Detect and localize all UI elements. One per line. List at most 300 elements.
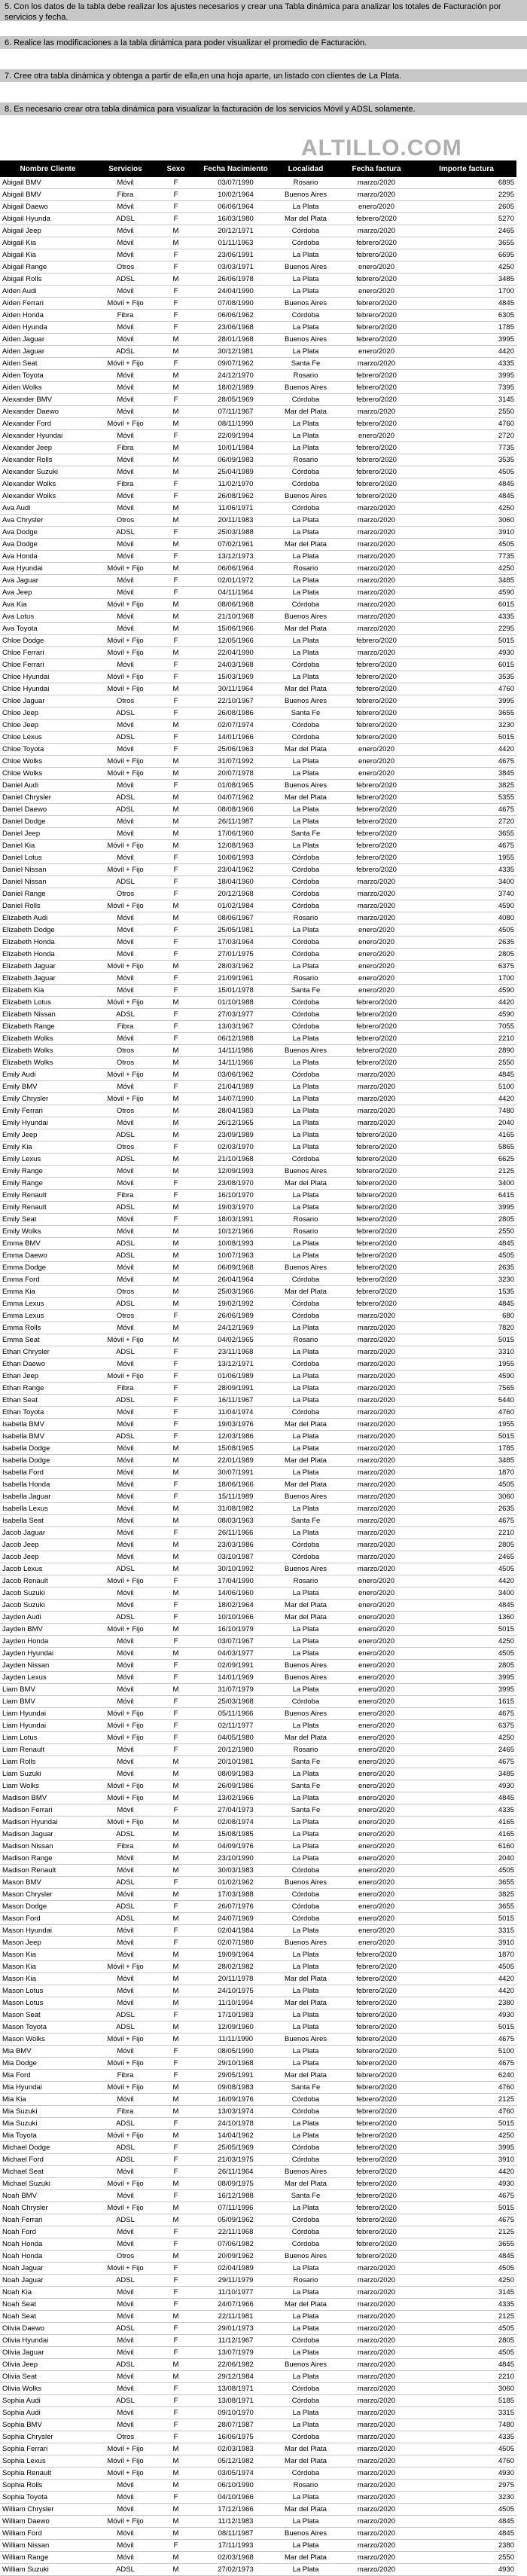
cell-nombre: Aiden Jaguar (0, 334, 96, 346)
cell-localidad: Santa Fe (275, 358, 337, 370)
cell-importe: 7735 (416, 442, 516, 454)
cell-nombre: Sophia Lexus (0, 2455, 96, 2468)
cell-importe: 2720 (416, 816, 516, 828)
cell-sexo: F (155, 1383, 196, 1395)
cell-localidad: La Plata (275, 635, 337, 647)
cell-localidad: La Plata (275, 322, 337, 334)
table-row (0, 1154, 516, 1166)
cell-fecha-nacimiento: 14/01/1969 (196, 1672, 275, 1684)
cell-nombre: Mia Suzuki (0, 2118, 96, 2130)
cell-fecha-factura: marzo/2020 (337, 2552, 416, 2564)
cell-servicio: Móvil (96, 1684, 155, 1696)
cell-localidad: La Plata (275, 2371, 337, 2383)
cell-fecha-factura: febrero/2020 (337, 382, 416, 394)
table-row (0, 551, 516, 563)
cell-servicio: Otros (96, 2431, 155, 2443)
cell-fecha-factura: febrero/2020 (337, 840, 416, 852)
cell-importe: 2975 (416, 2480, 516, 2492)
cell-servicio: ADSL (96, 1298, 155, 1310)
table-row (0, 1274, 516, 1286)
cell-servicio: Móvil (96, 201, 155, 213)
cell-importe: 4420 (416, 1575, 516, 1587)
cell-localidad: La Plata (275, 2046, 337, 2058)
header-sexo: Sexo (155, 160, 196, 177)
cell-localidad: Buenos Aires (275, 1563, 337, 1575)
cell-nombre: Ethan Jeep (0, 1371, 96, 1383)
table-row (0, 1841, 516, 1853)
table-row (0, 515, 516, 527)
cell-fecha-nacimiento: 02/03/1983 (196, 2443, 275, 2455)
cell-fecha-nacimiento: 16/09/1976 (196, 2094, 275, 2106)
cell-fecha-factura: febrero/2020 (337, 1949, 416, 1961)
cell-fecha-factura: febrero/2020 (337, 334, 416, 346)
cell-nombre: Daniel Audi (0, 780, 96, 792)
cell-sexo: F (155, 1708, 196, 1720)
cell-fecha-factura: febrero/2020 (337, 864, 416, 876)
cell-fecha-nacimiento: 28/04/1983 (196, 1105, 275, 1117)
table-row (0, 539, 516, 551)
cell-fecha-nacimiento: 26/09/1986 (196, 1780, 275, 1792)
cell-importe: 4505 (416, 539, 516, 551)
cell-nombre: Sophia Renault (0, 2468, 96, 2480)
cell-importe: 4760 (416, 2455, 516, 2468)
cell-sexo: M (155, 1286, 196, 1298)
cell-fecha-nacimiento: 11/06/1971 (196, 503, 275, 515)
cell-fecha-factura: febrero/2020 (337, 816, 416, 828)
cell-nombre: Isabella Jaguar (0, 1491, 96, 1503)
cell-importe: 2805 (416, 1214, 516, 1226)
table-row (0, 2263, 516, 2275)
cell-fecha-nacimiento: 08/11/1990 (196, 418, 275, 430)
cell-importe: 3740 (416, 888, 516, 900)
cell-localidad: Santa Fe (275, 707, 337, 720)
table-row (0, 1202, 516, 1214)
cell-sexo: M (155, 840, 196, 852)
cell-fecha-nacimiento: 01/11/1963 (196, 237, 275, 249)
cell-sexo: M (155, 2564, 196, 2576)
cell-servicio: Móvil + Fijo (96, 997, 155, 1009)
cell-importe: 6305 (416, 310, 516, 322)
table-row (0, 1443, 516, 1455)
cell-nombre: Daniel Chrysler (0, 792, 96, 804)
cell-fecha-factura: febrero/2020 (337, 1190, 416, 1202)
cell-localidad: Santa Fe (275, 1804, 337, 1817)
table-row (0, 1479, 516, 1491)
table-row (0, 2516, 516, 2528)
cell-localidad: La Plata (275, 961, 337, 973)
cell-fecha-factura: enero/2020 (337, 924, 416, 937)
cell-nombre: Mia Ford (0, 2070, 96, 2082)
cell-importe: 2805 (416, 949, 516, 961)
instruction-8: 8. Es necesario crear otra tabla dinámica para visualizar la facturación de los servicios Móvil y ADSL solamente. (0, 102, 527, 115)
cell-localidad: La Plata (275, 442, 337, 454)
cell-fecha-nacimiento: 01/10/1988 (196, 997, 275, 1009)
cell-nombre: Noah Ford (0, 2226, 96, 2238)
cell-sexo: F (155, 1033, 196, 1045)
cell-fecha-nacimiento: 14/11/1986 (196, 1045, 275, 1057)
cell-nombre: Daniel Nissan (0, 864, 96, 876)
cell-fecha-factura: febrero/2020 (337, 732, 416, 744)
cell-localidad: La Plata (275, 1817, 337, 1829)
cell-fecha-factura: febrero/2020 (337, 707, 416, 720)
cell-servicio: Móvil (96, 225, 155, 237)
cell-nombre: Elizabeth Honda (0, 937, 96, 949)
cell-fecha-nacimiento: 13/08/1971 (196, 2395, 275, 2407)
cell-nombre: Isabella Seat (0, 1515, 96, 1527)
cell-fecha-nacimiento: 02/01/1972 (196, 575, 275, 587)
cell-sexo: F (155, 1600, 196, 1612)
cell-sexo: M (155, 1648, 196, 1660)
table-row (0, 201, 516, 213)
cell-localidad: Mar del Plata (275, 792, 337, 804)
cell-localidad: La Plata (275, 2058, 337, 2070)
table-row (0, 683, 516, 695)
cell-fecha-factura: febrero/2020 (337, 671, 416, 683)
table-row (0, 611, 516, 623)
cell-nombre: Alexander Wolks (0, 490, 96, 503)
table-row (0, 382, 516, 394)
cell-nombre: William Suzuki (0, 2564, 96, 2576)
cell-importe: 5015 (416, 635, 516, 647)
cell-nombre: Daniel Jeep (0, 828, 96, 840)
cell-localidad: Córdoba (275, 2094, 337, 2106)
cell-fecha-factura: enero/2020 (337, 1732, 416, 1744)
table-row (0, 1117, 516, 1129)
cell-nombre: Sophia Ferrari (0, 2443, 96, 2455)
cell-fecha-factura: febrero/2020 (337, 2046, 416, 2058)
cell-fecha-factura: marzo/2020 (337, 503, 416, 515)
cell-importe: 2805 (416, 2335, 516, 2347)
cell-fecha-factura: enero/2020 (337, 1612, 416, 1624)
table-row (0, 1708, 516, 1720)
cell-sexo: F (155, 2154, 196, 2166)
cell-servicio: Fibra (96, 442, 155, 454)
cell-localidad: La Plata (275, 1636, 337, 1648)
cell-servicio: ADSL (96, 1202, 155, 1214)
cell-servicio: Fibra (96, 189, 155, 201)
cell-fecha-nacimiento: 17/03/1964 (196, 937, 275, 949)
cell-fecha-nacimiento: 06/12/1988 (196, 1033, 275, 1045)
cell-sexo: F (155, 2142, 196, 2154)
cell-nombre: Emily Hyundai (0, 1117, 96, 1129)
table-row (0, 1925, 516, 1937)
cell-localidad: Buenos Aires (275, 1937, 337, 1949)
table-row (0, 1756, 516, 1768)
cell-importe: 4760 (416, 1407, 516, 1419)
cell-sexo: M (155, 1817, 196, 1829)
table-row (0, 695, 516, 707)
cell-sexo: M (155, 683, 196, 695)
cell-fecha-factura: marzo/2020 (337, 1395, 416, 1407)
cell-fecha-nacimiento: 28/09/1991 (196, 1383, 275, 1395)
cell-servicio: Móvil (96, 1889, 155, 1901)
cell-localidad: La Plata (275, 201, 337, 213)
cell-nombre: Abigail Kia (0, 237, 96, 249)
cell-sexo: M (155, 2359, 196, 2371)
cell-servicio: ADSL (96, 1250, 155, 1262)
cell-localidad: Córdoba (275, 237, 337, 249)
table-row (0, 1780, 516, 1792)
cell-servicio: Móvil (96, 1672, 155, 1684)
cell-fecha-nacimiento: 06/09/1983 (196, 454, 275, 466)
cell-localidad: La Plata (275, 804, 337, 816)
cell-fecha-factura: febrero/2020 (337, 2214, 416, 2226)
table-row (0, 2395, 516, 2407)
cell-nombre: Daniel Rolls (0, 900, 96, 912)
table-row (0, 1985, 516, 1997)
table-row (0, 1057, 516, 1069)
cell-localidad: Buenos Aires (275, 1166, 337, 1178)
cell-sexo: M (155, 1250, 196, 1262)
table-row (0, 2046, 516, 2058)
cell-servicio: ADSL (96, 1612, 155, 1624)
cell-fecha-factura: enero/2020 (337, 1937, 416, 1949)
table-row (0, 346, 516, 358)
table-row (0, 310, 516, 322)
cell-fecha-nacimiento: 02/03/1968 (196, 2552, 275, 2564)
cell-localidad: Córdoba (275, 466, 337, 478)
cell-fecha-factura: febrero/2020 (337, 2009, 416, 2021)
cell-sexo: M (155, 406, 196, 418)
cell-fecha-nacimiento: 19/09/1964 (196, 1949, 275, 1961)
cell-importe: 5015 (416, 1431, 516, 1443)
cell-fecha-nacimiento: 10/01/1984 (196, 442, 275, 454)
cell-fecha-factura: marzo/2020 (337, 1539, 416, 1551)
cell-fecha-nacimiento: 17/11/1993 (196, 2540, 275, 2552)
cell-fecha-factura: marzo/2020 (337, 1431, 416, 1443)
cell-sexo: M (155, 2106, 196, 2118)
cell-sexo: M (155, 997, 196, 1009)
cell-nombre: Abigail Rolls (0, 273, 96, 286)
cell-localidad: Mar del Plata (275, 1612, 337, 1624)
cell-nombre: Isabella Honda (0, 1479, 96, 1491)
cell-importe: 4420 (416, 346, 516, 358)
cell-servicio: Móvil + Fijo (96, 298, 155, 310)
table-row (0, 1286, 516, 1298)
cell-sexo: M (155, 539, 196, 551)
cell-nombre: Olivia Jaguar (0, 2347, 96, 2359)
cell-importe: 3230 (416, 2492, 516, 2504)
cell-nombre: Isabella Ford (0, 1467, 96, 1479)
cell-fecha-nacimiento: 12/08/1963 (196, 840, 275, 852)
cell-fecha-nacimiento: 15/08/1965 (196, 1443, 275, 1455)
cell-localidad: Córdoba (275, 225, 337, 237)
cell-importe: 2805 (416, 1539, 516, 1551)
cell-fecha-nacimiento: 01/08/1965 (196, 780, 275, 792)
cell-fecha-nacimiento: 02/07/1980 (196, 1937, 275, 1949)
cell-localidad: Mar del Plata (275, 406, 337, 418)
cell-fecha-nacimiento: 28/03/1962 (196, 961, 275, 973)
cell-localidad: La Plata (275, 2311, 337, 2323)
cell-localidad: La Plata (275, 1395, 337, 1407)
cell-fecha-nacimiento: 22/10/1967 (196, 695, 275, 707)
table-row (0, 273, 516, 286)
cell-fecha-nacimiento: 18/04/1960 (196, 876, 275, 888)
cell-fecha-nacimiento: 26/07/1976 (196, 1901, 275, 1913)
cell-fecha-nacimiento: 16/10/1970 (196, 1190, 275, 1202)
cell-fecha-nacimiento: 11/12/1967 (196, 2335, 275, 2347)
cell-sexo: F (155, 2263, 196, 2275)
cell-sexo: F (155, 322, 196, 334)
cell-importe: 3910 (416, 1937, 516, 1949)
cell-servicio: ADSL (96, 1129, 155, 1141)
cell-servicio: Móvil + Fijo (96, 1371, 155, 1383)
cell-sexo: M (155, 1551, 196, 1563)
cell-importe: 6415 (416, 1190, 516, 1202)
cell-servicio: Móvil (96, 852, 155, 864)
table-row (0, 985, 516, 997)
cell-importe: 4165 (416, 1829, 516, 1841)
cell-localidad: Córdoba (275, 720, 337, 732)
cell-fecha-factura: enero/2020 (337, 949, 416, 961)
cell-fecha-nacimiento: 30/11/1964 (196, 683, 275, 695)
cell-fecha-nacimiento: 07/11/1996 (196, 2202, 275, 2214)
cell-sexo: F (155, 478, 196, 490)
cell-localidad: Córdoba (275, 888, 337, 900)
cell-nombre: Chloe Hyundai (0, 671, 96, 683)
table-row (0, 1768, 516, 1780)
table-row (0, 720, 516, 732)
cell-servicio: Móvil (96, 2299, 155, 2311)
cell-fecha-factura: febrero/2020 (337, 454, 416, 466)
cell-nombre: Liam Hyundai (0, 1708, 96, 1720)
cell-importe: 1785 (416, 1443, 516, 1455)
cell-fecha-nacimiento: 17/10/1983 (196, 2009, 275, 2021)
cell-localidad: La Plata (275, 1322, 337, 1334)
cell-servicio: Otros (96, 1286, 155, 1298)
cell-localidad: Mar del Plata (275, 1479, 337, 1491)
cell-localidad: Mar del Plata (275, 2178, 337, 2190)
cell-sexo: M (155, 1792, 196, 1804)
cell-importe: 6695 (416, 249, 516, 261)
cell-nombre: Daniel Range (0, 888, 96, 900)
cell-fecha-factura: febrero/2020 (337, 828, 416, 840)
cell-fecha-factura: marzo/2020 (337, 623, 416, 635)
cell-importe: 2125 (416, 2226, 516, 2238)
cell-servicio: Móvil (96, 1696, 155, 1708)
cell-nombre: Chloe Jeep (0, 707, 96, 720)
cell-nombre: Elizabeth Jaguar (0, 961, 96, 973)
cell-localidad: La Plata (275, 286, 337, 298)
cell-fecha-factura: febrero/2020 (337, 695, 416, 707)
cell-importe: 6625 (416, 1154, 516, 1166)
cell-importe: 4250 (416, 2130, 516, 2142)
cell-nombre: Elizabeth Nissan (0, 1009, 96, 1021)
cell-localidad: La Plata (275, 430, 337, 442)
cell-fecha-factura: marzo/2020 (337, 1551, 416, 1563)
cell-servicio: Móvil + Fijo (96, 864, 155, 876)
cell-fecha-nacimiento: 20/11/1978 (196, 1973, 275, 1985)
cell-fecha-factura: marzo/2020 (337, 2443, 416, 2455)
cell-localidad: Córdoba (275, 1551, 337, 1563)
cell-nombre: Mason Ford (0, 1913, 96, 1925)
cell-fecha-factura: enero/2020 (337, 1660, 416, 1672)
cell-nombre: Ava Audi (0, 503, 96, 515)
cell-fecha-factura: enero/2020 (337, 768, 416, 780)
cell-fecha-nacimiento: 04/02/1965 (196, 1334, 275, 1346)
cell-importe: 3995 (416, 2142, 516, 2154)
cell-servicio: Móvil (96, 1455, 155, 1467)
cell-nombre: Emily Kia (0, 1141, 96, 1154)
cell-fecha-factura: marzo/2020 (337, 1563, 416, 1575)
cell-localidad: La Plata (275, 515, 337, 527)
cell-fecha-nacimiento: 02/07/1974 (196, 720, 275, 732)
cell-fecha-factura: febrero/2020 (337, 1226, 416, 1238)
cell-servicio: Móvil (96, 1467, 155, 1479)
cell-sexo: F (155, 1407, 196, 1419)
table-row (0, 563, 516, 575)
cell-servicio: ADSL (96, 1431, 155, 1443)
cell-importe: 3995 (416, 1202, 516, 1214)
cell-importe: 5015 (416, 2021, 516, 2034)
cell-sexo: M (155, 1829, 196, 1841)
cell-nombre: Liam Hyundai (0, 1720, 96, 1732)
cell-servicio: Móvil + Fijo (96, 2443, 155, 2455)
cell-sexo: M (155, 1117, 196, 1129)
cell-importe: 5015 (416, 1913, 516, 1925)
cell-importe: 4845 (416, 2251, 516, 2263)
cell-importe: 3145 (416, 2287, 516, 2299)
cell-localidad: Buenos Aires (275, 2166, 337, 2178)
cell-importe: 1360 (416, 1612, 516, 1624)
cell-fecha-nacimiento: 27/02/1973 (196, 2564, 275, 2576)
cell-sexo: M (155, 2021, 196, 2034)
cell-fecha-nacimiento: 05/12/1982 (196, 2455, 275, 2468)
cell-sexo: M (155, 1997, 196, 2009)
cell-localidad: Córdoba (275, 1913, 337, 1925)
cell-localidad: La Plata (275, 1467, 337, 1479)
cell-nombre: William Range (0, 2552, 96, 2564)
cell-servicio: Móvil + Fijo (96, 683, 155, 695)
cell-localidad: La Plata (275, 1202, 337, 1214)
cell-importe: 4505 (416, 2323, 516, 2335)
table-row (0, 1612, 516, 1624)
cell-servicio: ADSL (96, 732, 155, 744)
cell-fecha-factura: enero/2020 (337, 1720, 416, 1732)
cell-fecha-factura: febrero/2020 (337, 2094, 416, 2106)
cell-fecha-factura: febrero/2020 (337, 2082, 416, 2094)
table-row (0, 828, 516, 840)
cell-fecha-factura: febrero/2020 (337, 298, 416, 310)
cell-fecha-factura: marzo/2020 (337, 563, 416, 575)
cell-fecha-nacimiento: 04/05/1980 (196, 1732, 275, 1744)
cell-servicio: ADSL (96, 1913, 155, 1925)
table-row (0, 1069, 516, 1081)
cell-sexo: F (155, 671, 196, 683)
cell-importe: 5270 (416, 213, 516, 225)
cell-sexo: M (155, 1961, 196, 1973)
table-row (0, 225, 516, 237)
cell-importe: 2465 (416, 1744, 516, 1756)
table-row (0, 575, 516, 587)
cell-sexo: M (155, 1889, 196, 1901)
cell-fecha-nacimiento: 13/02/1966 (196, 1792, 275, 1804)
cell-importe: 4760 (416, 683, 516, 695)
cell-servicio: ADSL (96, 213, 155, 225)
table-row (0, 2455, 516, 2468)
cell-nombre: Alexander Hyundai (0, 430, 96, 442)
table-row (0, 442, 516, 454)
table-row (0, 2419, 516, 2431)
cell-fecha-nacimiento: 08/06/1967 (196, 912, 275, 924)
cell-fecha-nacimiento: 07/11/1967 (196, 406, 275, 418)
cell-fecha-nacimiento: 24/03/1968 (196, 659, 275, 671)
cell-fecha-nacimiento: 25/05/1981 (196, 924, 275, 937)
cell-servicio: Móvil (96, 1804, 155, 1817)
cell-fecha-nacimiento: 19/03/1970 (196, 1202, 275, 1214)
cell-fecha-factura: marzo/2020 (337, 1443, 416, 1455)
cell-fecha-nacimiento: 14/04/1962 (196, 2130, 275, 2142)
